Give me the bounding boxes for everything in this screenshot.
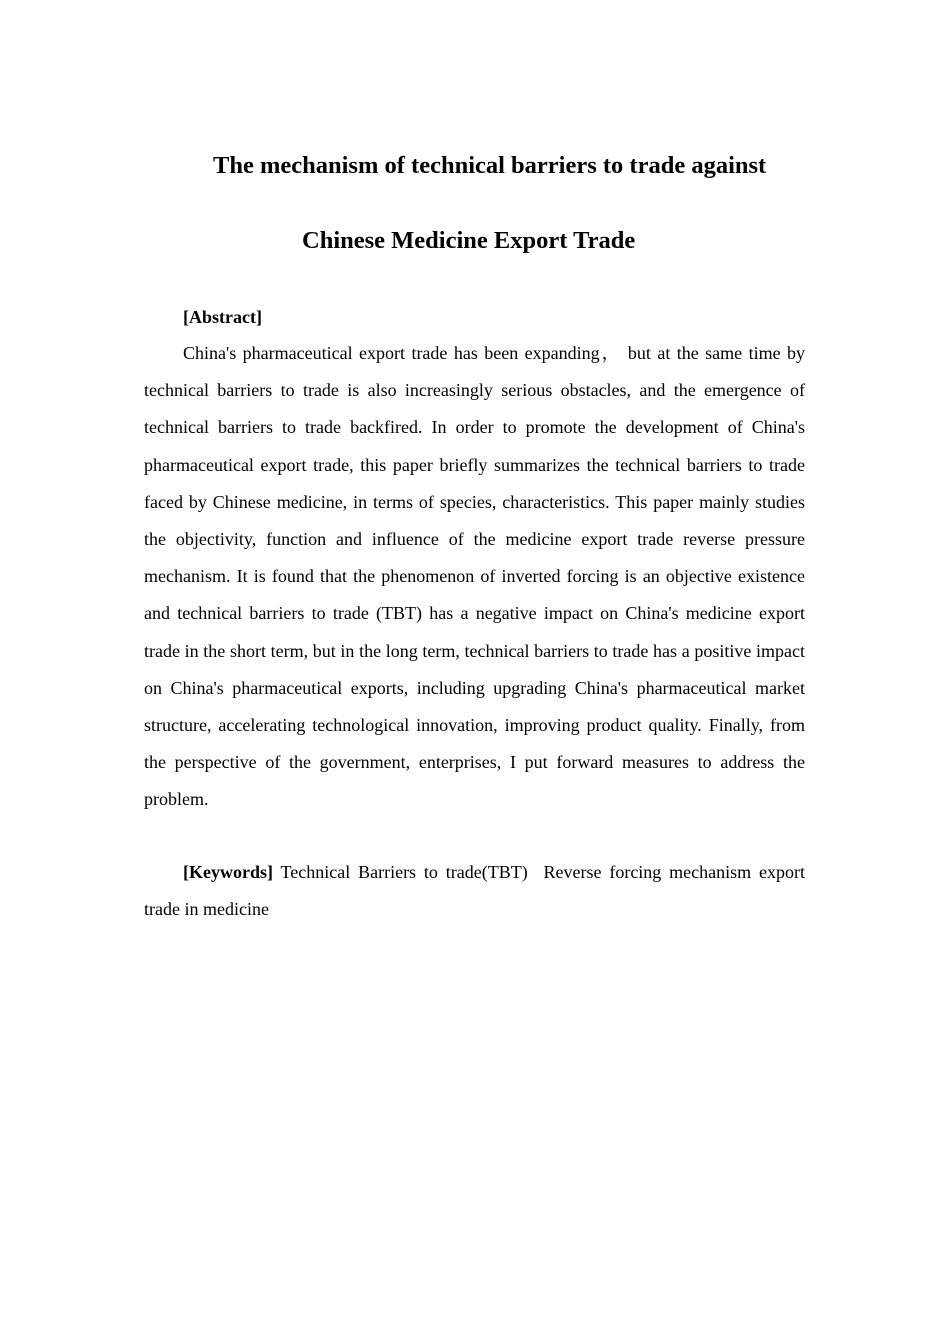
paper-title-line-1: The mechanism of technical barriers to trade against <box>213 152 767 179</box>
abstract-body: China's pharmaceutical export trade has been expanding， but at the same time by technical barriers to trade is also increasingly serious obstacles, and the emergence of technical barriers to trade backfired. In order to promote the development of China's pharmaceutical export trade, this paper briefly summarizes the technical barriers to trade faced by Chinese medicine, in terms of species, characteristics. This paper mainly studies the objectivity, function and influence of the medicine export trade reverse pressure mechanism. It is found that the phenomenon of inverted forcing is an objective existence and technical barriers to trade (TBT) has a negative impact on China's medicine export trade in the short term, but in the long term, technical barriers to trade has a positive impact on China's pharmaceutical exports, including upgrading China's pharmaceutical market structure, accelerating technological innovation, improving product quality. Finally, from the perspective of the government, enterprises, I put forward measures to address the problem. <box>144 343 805 810</box>
abstract-heading: [Abstract] <box>183 307 262 327</box>
keywords-text: Technical Barriers to trade(TBT) Reverse forcing mechanism export trade in medicine <box>144 862 805 920</box>
paper-title-line-2: Chinese Medicine Export Trade <box>302 227 636 254</box>
keywords-paragraph <box>144 854 805 928</box>
keywords-label: [Keywords] <box>183 862 273 882</box>
